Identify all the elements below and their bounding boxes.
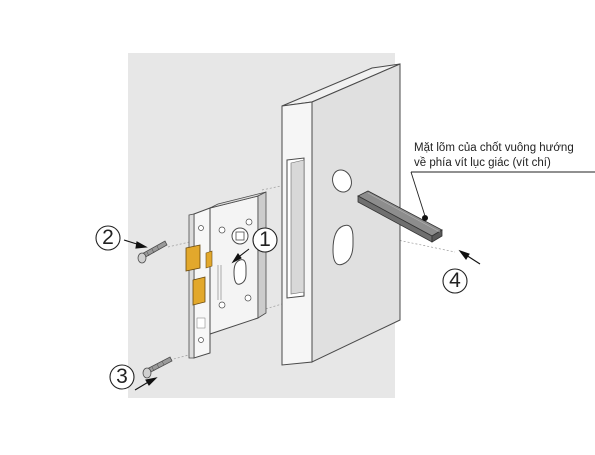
cylinder-slot [234,260,246,285]
note-line-1: Mặt lõm của chốt vuông hướng [414,142,574,154]
note-leader [411,172,595,216]
dead-bolt [193,277,205,305]
callout-4: 4 [449,269,461,292]
callout-2: 2 [102,226,114,249]
spindle-orientation-note [414,141,574,171]
lock-case [210,196,258,334]
latch-bolt [186,245,200,271]
callout-3: 3 [116,365,128,388]
note-line-2: về phía vít lục giác (vít chí) [414,157,551,169]
callout-1: 1 [259,228,271,251]
